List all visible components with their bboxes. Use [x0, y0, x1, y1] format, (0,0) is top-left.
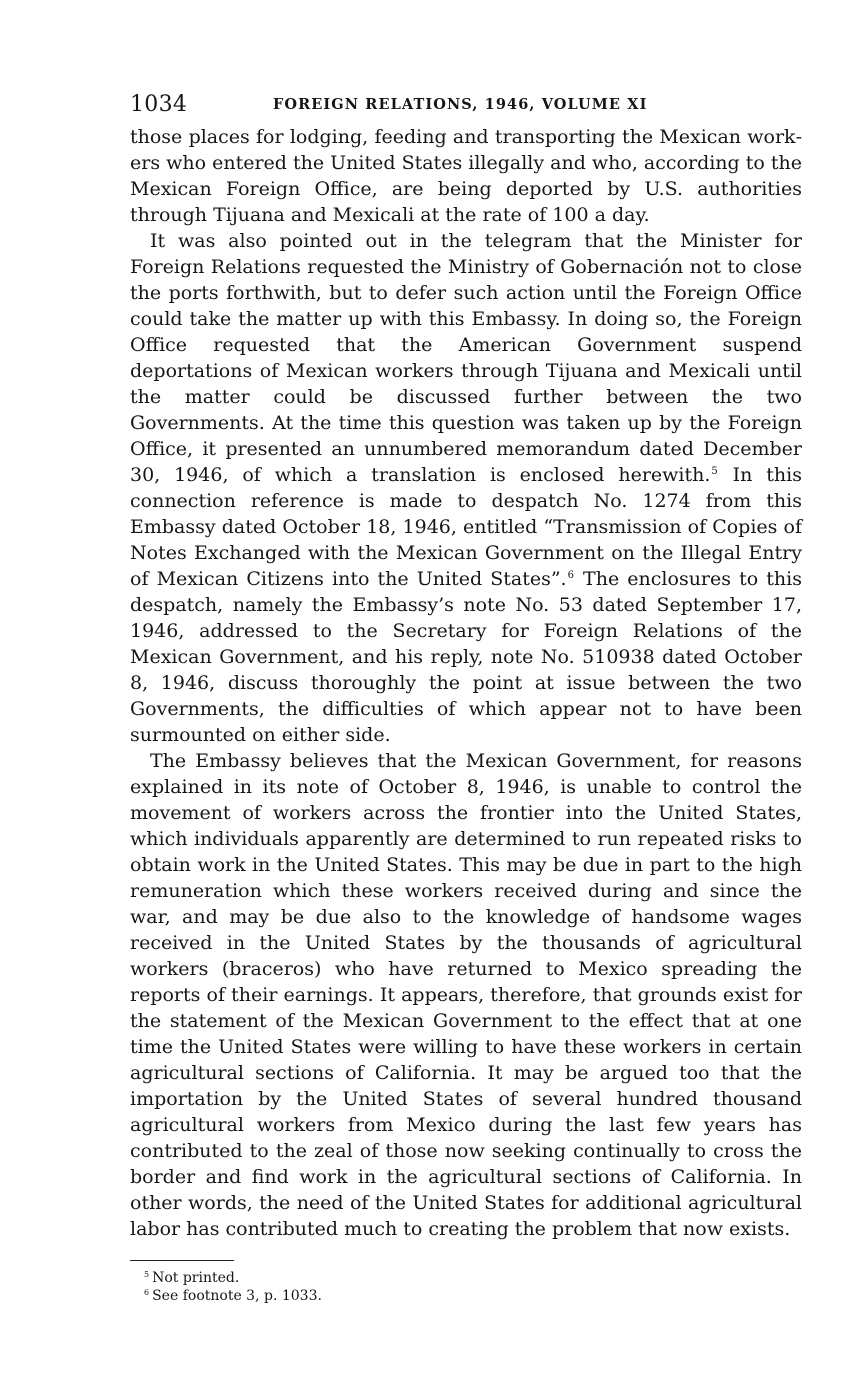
footnote-divider — [130, 1260, 234, 1261]
paragraph-2-part-c: The enclosures to this despatch, namely the Embassy’s note No. 53 dated September 17, 1946, addressed to the Secretary for Foreign Relations of the Mexican Government, and his reply, note No. 510938 dated October 8, 1946, discuss thoroughly the point at issue between the two Governments, the difficulties of which appear not to have been surmounted on either side. — [130, 568, 802, 746]
footnote-ref-6[interactable]: 6 — [567, 570, 574, 581]
page-number: 1034 — [130, 92, 188, 117]
paragraph-3: The Embassy believes that the Mexican Government, for reasons explained in its note of October 8, 1946, is unable to control the movement of workers across the frontier into the United States, which individuals apparently are determined to run repeated risks to obtain work in the United States. This may be due in part to the high remuneration which these workers received during and since the war, and may be due also to the knowledge of handsome wages received in the United States by the thousands of agricultural workers (braceros) who have returned to Mexico spreading the reports of their earnings. It appears, therefore, that grounds exist for the statement of the Mexican Government to the effect that at one time the United States were willing to have these workers in certain agricultural sections of California. It may be argued too that the importation by the United States of several hundred thousand agricultural workers from Mexico during the last few years has contributed to the zeal of those now seeking continually to cross the border and find work in the agricultural sections of California. In other words, the need of the United States for additional agricultural labor has contributed much to creating the problem that now exists. — [130, 750, 802, 1240]
running-head: FOREIGN RELATIONS, 1946, VOLUME XI — [273, 96, 648, 113]
footnote-5 — [144, 1269, 802, 1287]
paragraph-2-part-b: In this connection reference is made to despatch No. 1274 from this Embassy dated October 18, 1946, entitled “Transmission of Copies of Notes Exchanged with the Mexican Government on the Illegal Entry of Mexican Citizens into the United States”. — [130, 464, 802, 590]
paragraph-2-part-a: It was also pointed out in the telegram that the Minister for Foreign Relations requested the Ministry of Gobernación not to close the ports forthwith, but to defer such action until the Foreign Office could take the matter up with this Embassy. In doing so, the Foreign Office requested that the American Government suspend deportations of Mexican workers through Tijuana and Mexicali until the matter could be discussed further between the two Governments. At the time this question was taken up by the Foreign Office, it presented an unnumbered memorandum dated December 30, 1946, of which a translation is enclosed herewith. — [130, 230, 802, 486]
footnote-marker: 5 — [144, 1270, 150, 1279]
footnote-text: See footnote 3, p. 1033. — [152, 1288, 322, 1304]
page-header — [130, 88, 802, 122]
paragraph-1: those places for lodging, feeding and transporting the Mexican workers who entered the United States illegally and who, according to the Mexican Foreign Office, are being deported by U.S. authorities through Tijuana and Mexicali at the rate of 100 a day. — [130, 126, 802, 226]
footnotes — [130, 1269, 802, 1305]
document-page — [130, 88, 802, 1305]
paragraph-2 — [130, 228, 802, 748]
footnote-text: Not printed. — [152, 1270, 240, 1286]
footnote-marker: 6 — [144, 1288, 150, 1297]
body-text — [130, 124, 802, 1242]
footnote-6 — [144, 1287, 802, 1305]
footnote-ref-5[interactable]: 5 — [711, 466, 718, 477]
